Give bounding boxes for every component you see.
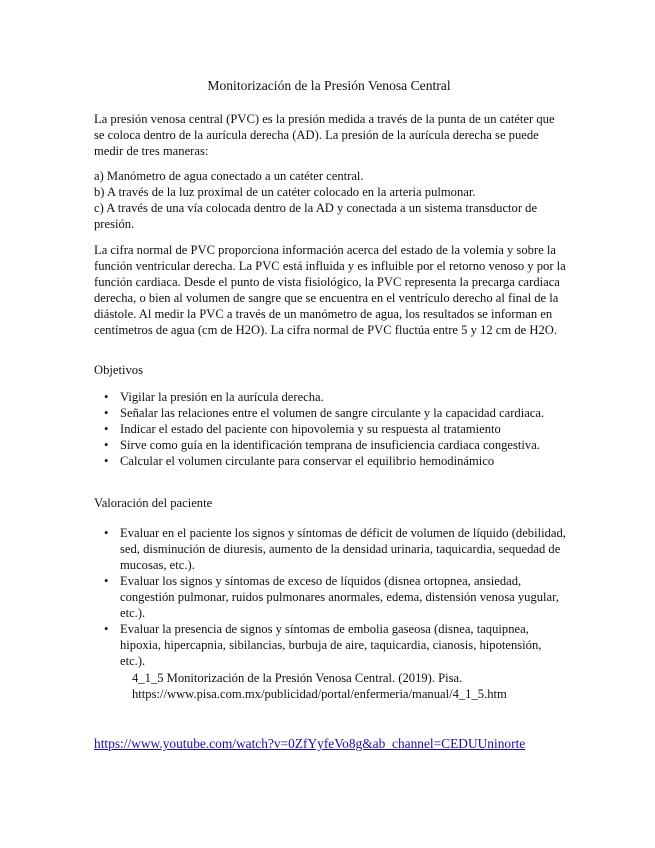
objectives-heading: Objetivos xyxy=(94,363,143,377)
assessment-item: • Evaluar en el paciente los signos y síntomas de déficit de volumen de líquido (debilidad, sed, disminución de diuresis, aumento de la densidad urinaria, taquicardia, sequedad de mucosas, etc.). xyxy=(94,525,566,573)
reference-text: 4_1_5 Monitorización de la Presión Venosa Central. (2019). Pisa. xyxy=(132,671,463,685)
assessment-list xyxy=(94,525,566,669)
objective-item: • Sirve como guía en la identificación temprana de insuficiencia cardiaca congestiva. xyxy=(94,437,566,453)
youtube-link[interactable]: https://www.youtube.com/watch?v=0ZfYyfeVo8g&ab_channel=CEDUUninorte xyxy=(94,736,526,751)
reference-url: https://www.pisa.com.mx/publicidad/portal/enfermeria/manual/4_1_5.htm xyxy=(132,687,507,701)
assessment-heading: Valoración del paciente xyxy=(94,496,213,510)
methods-list xyxy=(94,168,566,232)
intro-paragraph: La presión venosa central (PVC) es la presión medida a través de la punta de un catéter que se coloca dentro de la aurícula derecha (AD). La presión de la aurícula derecha se puede medir de tres maneras: xyxy=(94,112,555,158)
assessment-item: • Evaluar los signos y síntomas de exceso de líquidos (disnea ortopnea, ansiedad, congestión pulmonar, ruidos pulmonares anormales, edema, distensión venosa yugular, etc.). xyxy=(94,573,566,621)
method-item: a) Manómetro de agua conectado a un catéter central. xyxy=(94,169,364,183)
normal-pvc-paragraph: La cifra normal de PVC proporciona información acerca del estado de la volemia y sobre la función ventricular derecha. La PVC está influida y es influible por el retorno venoso y por la función cardiaca. Desde el punto de vista fisiológico, la PVC representa la precarga cardiaca derecha, o bien al volumen de sangre que se encuentra en el ventrículo derecho al final de la diástole. Al medir la PVC a través de un manómetro de agua, los resultados se informan en centímetros de agua (cm de H2O). La cifra normal de PVC fluctúa entre 5 y 12 cm de H2O. xyxy=(94,243,566,337)
objective-item: • Indicar el estado del paciente con hipovolemia y su respuesta al tratamiento xyxy=(94,421,566,437)
method-item: b) A través de la luz proximal de un catéter colocado en la arteria pulmonar. xyxy=(94,185,476,199)
objective-item: • Vigilar la presión en la aurícula derecha. xyxy=(94,389,566,405)
assessment-item: • Evaluar la presencia de signos y síntomas de embolia gaseosa (disnea, taquipnea, hipoxia, hipercapnia, sibilancias, burbuja de aire, taquicardia, cianosis, hipotensión, etc.). xyxy=(94,621,566,669)
document-title: Monitorización de la Presión Venosa Central xyxy=(207,78,451,93)
objective-item: • Señalar las relaciones entre el volumen de sangre circulante y la capacidad cardiaca. xyxy=(94,405,566,421)
method-item: c) A través de una vía colocada dentro de la AD y conectada a un sistema transductor de presión. xyxy=(94,201,538,231)
reference-citation xyxy=(132,670,566,702)
objectives-list xyxy=(94,389,566,469)
objective-item: • Calcular el volumen circulante para conservar el equilibrio hemodinámico xyxy=(94,453,566,469)
